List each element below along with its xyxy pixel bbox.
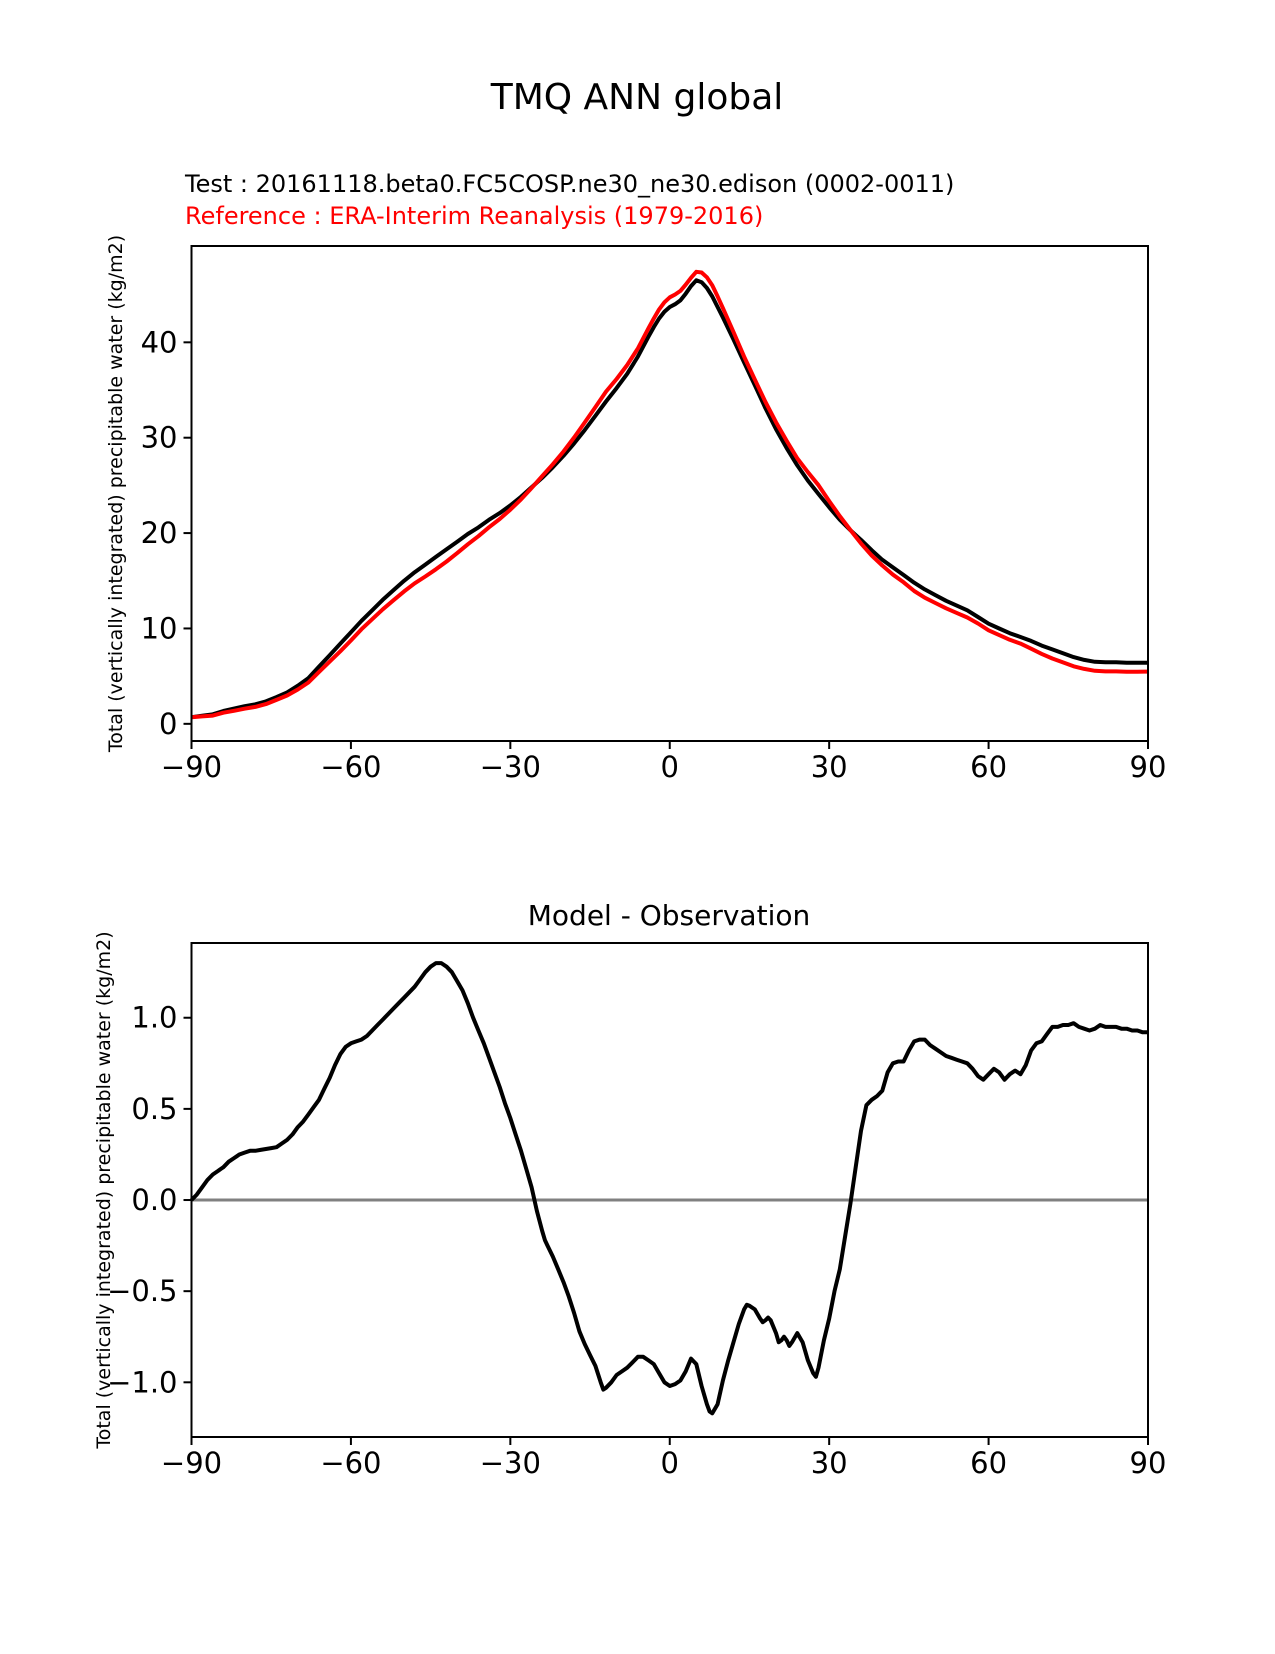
subtitle-test: Test : 20161118.beta0.FC5COSP.ne30_ne30.edison (0002-0011) [185,170,955,198]
y-tick-label: 0.0 [131,1183,178,1218]
bottom-axis-ticks [107,1001,1166,1480]
y-tick-label: −0.5 [107,1274,178,1309]
x-tick-label: 0 [660,750,679,784]
top-y-axis-label: Total (vertically integrated) precipitable water (kg/m2) [105,234,127,753]
x-tick-label: −60 [320,1446,382,1480]
x-tick-label: 60 [970,750,1008,784]
x-tick-label: 60 [970,1446,1008,1480]
x-tick-label: −30 [479,750,541,784]
top-panel-spines [192,246,1149,741]
x-tick-label: 0 [660,1446,679,1480]
x-tick-label: −60 [320,750,382,784]
x-tick-label: −90 [160,750,223,784]
bottom-panel [93,899,1166,1480]
subtitle-reference: Reference : ERA-Interim Reanalysis (1979-2016) [185,202,764,230]
bottom-y-axis-label: Total (vertically integrated) precipitable water (kg/m2) [93,931,115,1449]
x-tick-label: 30 [810,750,848,784]
top-panel [105,235,1166,784]
y-tick-label: 0.5 [131,1091,178,1126]
x-tick-label: 90 [1129,750,1167,784]
test-curve [192,280,1149,717]
y-tick-label: 0 [159,706,178,741]
x-tick-label: 90 [1129,1446,1167,1480]
y-tick-label: 30 [140,420,178,455]
y-tick-label: 40 [140,325,178,360]
top-axis-ticks [141,325,1167,784]
x-tick-label: −90 [160,1446,223,1480]
y-tick-label: 1.0 [131,1000,178,1035]
bottom-panel-title: Model - Observation [527,899,811,932]
x-tick-label: 30 [810,1446,848,1480]
x-tick-label: −30 [479,1446,541,1480]
model-minus-observation-curve [192,963,1149,1413]
y-tick-label: 10 [140,611,178,646]
y-tick-label: −1.0 [107,1365,178,1400]
y-tick-label: 20 [140,516,178,551]
bottom-panel-spines [192,943,1149,1437]
figure-title: TMQ ANN global [490,77,784,118]
